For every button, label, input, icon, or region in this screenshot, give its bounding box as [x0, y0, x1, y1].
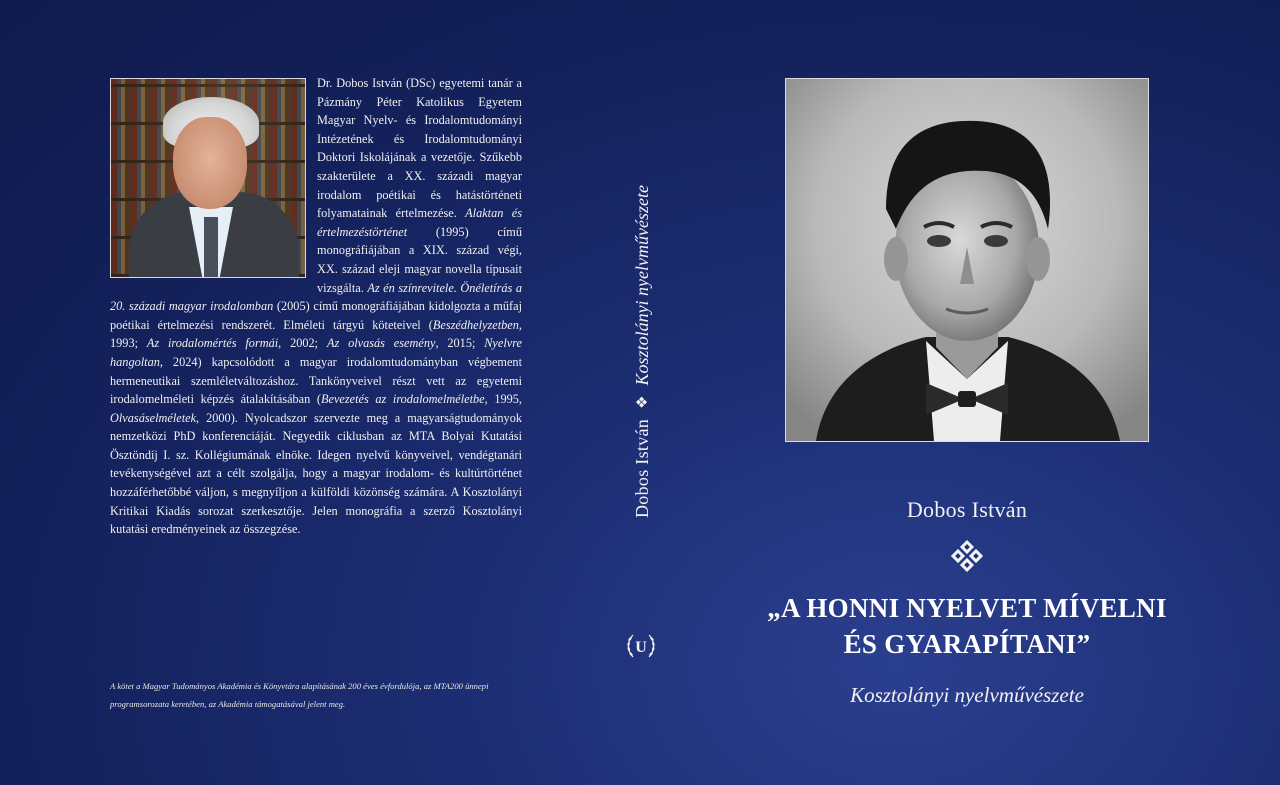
bio-book-title: Bevezetés az irodalomelméletbe	[320, 392, 485, 407]
bio-text-segment: (1995) című monográfiájában a XIX. század végi, XX. század eleji magyar novella típusait vizsgálta.	[317, 224, 522, 295]
bio-text-segment: , 2024) kapcsolódott a magyar irodalomtudományban végbement hermeneutikai szemléletváltozáshoz. Tankönyveivel részt vett az egyetemi irodalomelméleti képzés átalakításában (	[110, 354, 522, 407]
bio-text-segment: , 1995,	[484, 392, 522, 407]
bio-text-segment: Dr. Dobos István (DSc) egyetemi tanár a Pázmány Péter Katolikus Egyetem Magyar Nyelv- és Irodalomtudományi Intézetének és Irodalomtudományi Doktori Iskolájának a vezetője. Szűkebb szakterülete a XX. századi magyar irodalom poétikai és hatástörténeti folyamatainak értelmezése.	[317, 76, 522, 221]
book-title	[745, 590, 1189, 662]
bio-text-segment: , 2000). Nyolcadszor szervezte meg a magyarságtudományok nemzetközi PhD konferenciáját. Negyedik ciklusban az MTA Bolyai Kutatási Ösztöndíj I. sz. Kollégiumának elnöke. Idegen nyelvű könyveivel, vendégtanári tevékenységével azt a célt szolgálja, hogy a magyar irodalom- és kultúrtörténet hozzáférhetőbbé váljon, s megnyíljon a külföldi közönség számára. A Kosztolányi Kritikai Kiadás sorozat szerkesztője. Jelen monográfia a szerző Kosztolányi kutatási eredményeinek az összegzése.	[110, 410, 522, 537]
spine-title: Kosztolányi nyelvművészete	[632, 185, 652, 386]
front-author-name: Dobos István	[906, 497, 1028, 522]
book-title-line-1: „A HONNI NYELVET MÍVELNI	[767, 593, 1167, 623]
funding-note: A kötet a Magyar Tudományos Akadémia és Könyvtára alapításának 200 éves évfordulója, az MTA200 ünnepi programsorozata keretében, az Akadémia támogatásával jelent meg.	[110, 681, 489, 709]
bio-book-title: Nyelvre hangoltan	[110, 336, 522, 369]
bio-book-title: Az olvasás esemény	[326, 336, 436, 351]
bio-book-title: Az én színrevitele. Önéletírás a 20. századi magyar irodalomban	[110, 280, 522, 314]
book-title-line-2: ÉS GYARAPÍTANI”	[843, 629, 1091, 659]
publisher-logo-letter: U	[635, 639, 647, 656]
bio-book-title: Az irodalomértés formái	[146, 336, 279, 351]
bio-text-segment: , 2015;	[435, 336, 485, 351]
spine-text	[632, 185, 653, 518]
spine-author: Dobos István	[632, 418, 652, 518]
bio-book-title: Alaktan és értelmezéstörténet	[317, 206, 522, 239]
author-bio	[110, 74, 522, 539]
book-subtitle: Kosztolányi nyelvművészete	[850, 683, 1084, 707]
bio-text-segment: (2005) című monográfiájában kidolgozta a műfaj poétikai értelmezési rendszerét. Elméleti tárgyú köteteivel (	[110, 299, 522, 332]
spine-ornament-icon: ❖	[635, 395, 651, 409]
bio-book-title: Beszédhelyzetben	[432, 317, 519, 332]
diamond-ornament-icon	[951, 540, 983, 572]
bio-text-segment: , 1993;	[110, 317, 522, 351]
bio-book-title: Olvasáselméletek	[110, 410, 197, 425]
publisher-logo-icon	[624, 629, 658, 663]
spine	[626, 150, 660, 520]
bio-text-segment: , 2002;	[278, 336, 327, 351]
photo-spacer	[110, 74, 317, 282]
front-portrait	[785, 78, 1149, 442]
